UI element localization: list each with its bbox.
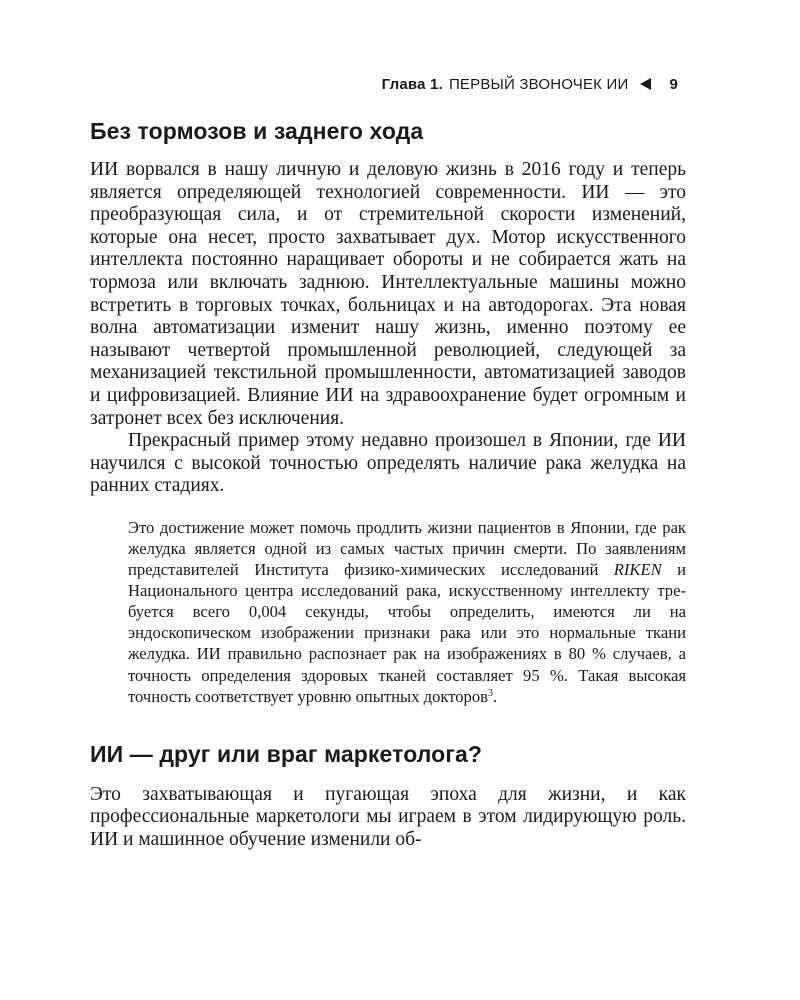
running-header <box>90 72 686 96</box>
chapter-title: ПЕРВЫЙ ЗВОНОЧЕК ИИ <box>448 75 629 93</box>
paragraph-marketing-era: Это захватывающая и пугающая эпоха для жизни, и как профессиональные маркетологи мы играем в этом лидирующую роль. ИИ и машинное обучение изменили об- <box>90 783 686 850</box>
block-quote <box>128 517 686 707</box>
footnote-marker: 3 <box>488 687 493 699</box>
quote-end: . <box>493 686 498 706</box>
page-number: 9 <box>669 75 678 93</box>
quote-text-part2: и Национального центра исследований рака, искусственному интеллекту требуется всего 0,004 секунды, чтобы определить, имеются ли на эндоскопическом изображении признаки рака или это нормальные ткани желудка. ИИ правильно распознает рак на изображениях в 80 % случаев, а точность определения здоровых тканей составляет 95 %. Такая высокая точность соответствует уровню опытных докторов <box>128 560 686 706</box>
quote-text-part1: Это достижение может помочь продлить жизни пациентов в Японии, где рак желудка является одной из самых частых причин смерти. По заявлениям представителей Института физико-химических исследований <box>128 517 686 580</box>
section-heading-brakes: Без тормозов и заднего хода <box>90 118 424 144</box>
quote-institute-name: RIKEN <box>613 560 662 580</box>
triangle-left-icon <box>640 78 651 90</box>
chapter-label: Глава 1. <box>381 75 443 93</box>
book-page <box>90 72 686 852</box>
paragraph-ai-revolution: ИИ ворвался в нашу личную и деловую жизнь в 2016 году и теперь является определяющей технологией современности. ИИ — это преобразующая сила, и от стремительной скорости изменений, которые она несет, просто захватывает дух. Мотор искусственного интеллекта постоянно наращивает обороты и не собирается жать на тормоза или включать заднюю. Интеллектуальные машины можно встретить в торговых точках, больницах и на автодорогах. Эта новая волна автоматизации изменит нашу жизнь, именно поэтому ее называют четвертой промышленной революцией, следующей за механизацией текстильной промышленности, автоматизацией заводов и цифровизацией. Влияние ИИ на здравоохранение будет огромным и затронет всех без исключения. <box>90 159 686 429</box>
section-heading-marketer: ИИ — друг или враг маркетолога? <box>90 740 483 767</box>
paragraph-japan-example: Прекрасный пример этому недавно произошел в Японии, где ИИ научился с высокой точностью определять наличие рака желудка на ранних стадиях. <box>90 430 686 497</box>
